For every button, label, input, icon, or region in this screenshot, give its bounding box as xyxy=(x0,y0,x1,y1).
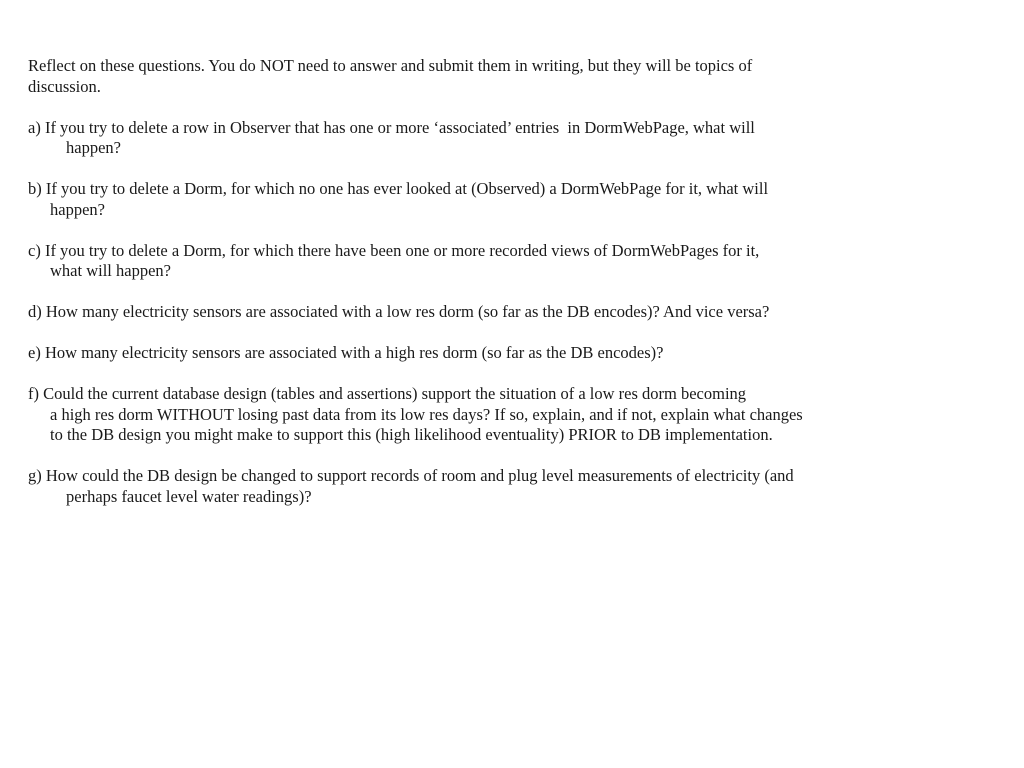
question-f-line-3: to the DB design you might make to support this (high likelihood eventuality) PRIOR to DB implementation. xyxy=(50,425,773,444)
question-g-line-1: g) How could the DB design be changed to support records of room and plug level measurements of electricity (and xyxy=(28,466,794,485)
spacer xyxy=(28,364,1008,385)
spacer xyxy=(28,220,1008,241)
question-g-line-2: perhaps faucet level water readings)? xyxy=(66,486,312,506)
question-d xyxy=(28,302,1008,323)
question-a xyxy=(28,118,1008,159)
intro-line-1: Reflect on these questions. You do NOT need to answer and submit them in writing, but they will be topics of xyxy=(28,56,753,75)
intro-line-2: discussion. xyxy=(28,76,101,96)
question-e xyxy=(28,343,1008,364)
intro-paragraph xyxy=(28,56,1008,97)
question-b xyxy=(28,179,1008,220)
question-b-line-2: happen? xyxy=(50,199,105,219)
question-g xyxy=(28,466,1008,507)
spacer xyxy=(28,282,1008,303)
question-e-line-1: e) How many electricity sensors are associated with a high res dorm (so far as the DB encodes)? xyxy=(28,343,664,362)
question-c xyxy=(28,241,1008,282)
question-c-line-1: c) If you try to delete a Dorm, for which there have been one or more recorded views of DormWebPages for it, xyxy=(28,240,760,260)
question-f xyxy=(28,384,1008,446)
spacer xyxy=(28,159,1008,180)
question-f-line-2: a high res dorm WITHOUT losing past data from its low res days? If so, explain, and if not, explain what changes xyxy=(50,404,803,424)
question-f-line-1: f) Could the current database design (tables and assertions) support the situation of a low res dorm becoming xyxy=(28,384,747,403)
spacer xyxy=(28,97,1008,118)
spacer xyxy=(28,323,1008,344)
question-d-line-1: d) How many electricity sensors are associated with a low res dorm (so far as the DB encodes)? And vice versa? xyxy=(28,302,770,321)
spacer xyxy=(28,446,1008,467)
question-b-line-1: b) If you try to delete a Dorm, for which no one has ever looked at (Observed) a DormWebPage for it, what will xyxy=(28,179,769,198)
question-a-line-1: a) If you try to delete a row in Observer that has one or more ‘associated’ entries in DormWebPage, what will xyxy=(28,117,755,137)
slide-body xyxy=(28,56,1008,507)
question-c-line-2: what will happen? xyxy=(50,261,171,280)
question-a-line-2: happen? xyxy=(66,138,121,157)
